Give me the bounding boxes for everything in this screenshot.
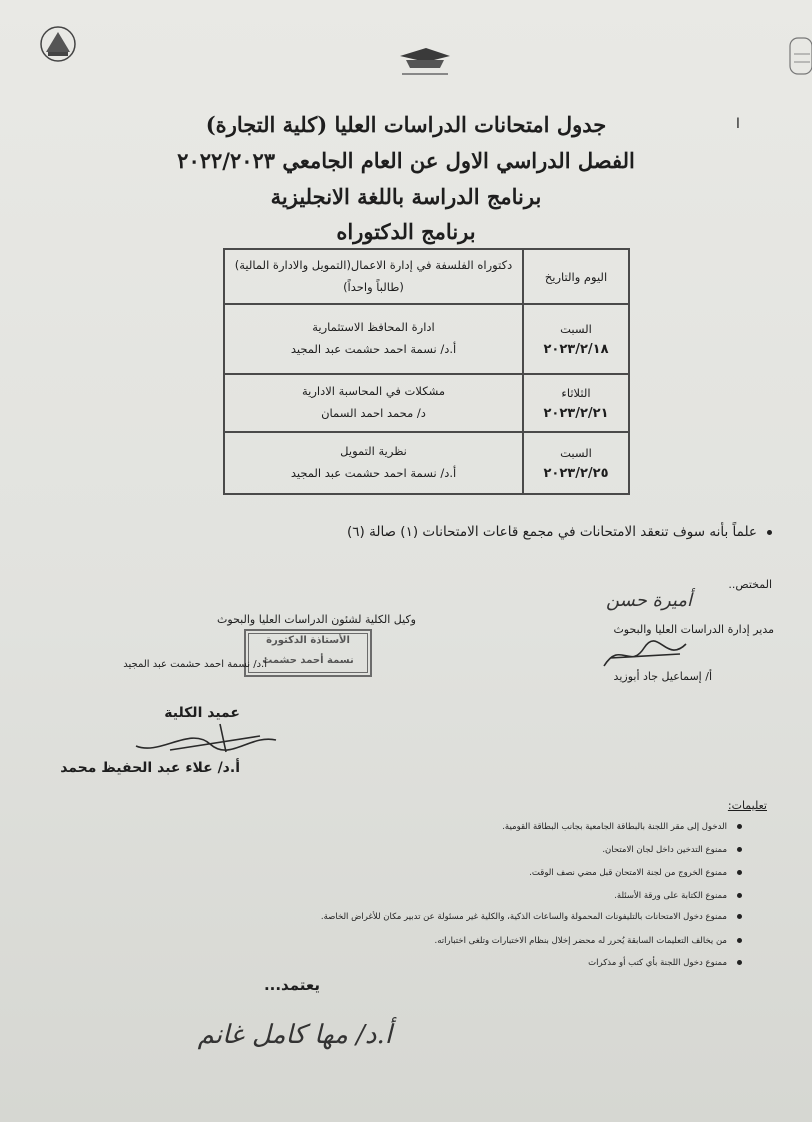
instructions-heading: تعليمات: — [727, 799, 767, 812]
lecturer-name: أ.د/ نسمة احمد حشمت عبد المجيد — [290, 342, 457, 356]
day-name: السبت — [560, 321, 592, 336]
bullet-icon — [737, 960, 742, 965]
exam-date: ٢٠٢٣/٢/٢١ — [543, 405, 609, 421]
table-header-row — [224, 249, 629, 304]
exam-date: ٢٠٢٣/٢/١٨ — [543, 341, 609, 357]
exam-venue-note — [347, 524, 772, 540]
instruction-item — [435, 936, 743, 946]
title-line-2: الفصل الدراسي الاول عن العام الجامعي ٢٠٢٢/٢٠٢٣ — [177, 148, 635, 173]
instruction-text: ممنوع التدخين داخل لجان الامتحان. — [602, 845, 727, 855]
header-program-cell — [224, 249, 523, 304]
subject-name: نظرية التمويل — [340, 444, 407, 459]
bullet-icon — [737, 824, 742, 829]
margin-mark: ا — [736, 116, 740, 132]
instruction-text: من يخالف التعليمات السابقة يُحرر له محضر إخلال بنظام الاختبارات وتلغى اختباراته. — [434, 936, 727, 946]
subject-cell — [224, 374, 523, 432]
day-date-cell — [523, 304, 629, 374]
dean-name: أ.د/ علاء عبد الحفيظ محمد — [60, 760, 240, 776]
approval-signature: أ.د/ مها كامل غانم — [197, 1020, 392, 1050]
exam-date: ٢٠٢٣/٢/٢٥ — [543, 465, 609, 481]
instruction-text: ممنوع الخروج من لجنة الامتحان قبل مضي نصف الوقت. — [529, 868, 727, 878]
bullet-icon — [737, 938, 742, 943]
title-line-4: برنامج الدكتوراه — [336, 219, 476, 244]
faculty-logo-icon — [396, 46, 454, 80]
dean-signature-icon — [130, 716, 280, 760]
instruction-item — [502, 822, 742, 832]
director-title: مدير إدارة الدراسات العليا والبحوث — [613, 623, 774, 636]
director-signature-icon — [600, 636, 690, 674]
stamp-line-1: الأستاذة الدكتورة — [266, 635, 350, 646]
subject-cell — [224, 432, 523, 494]
corner-stamp-icon — [788, 36, 812, 76]
instruction-text: الدخول إلى مقر اللجنة بالبطاقة الجامعية بجانب البطاقة القومية. — [502, 822, 727, 832]
instruction-item — [602, 845, 742, 855]
instruction-text: ممنوع الكتابة على ورقة الأسئلة. — [614, 891, 727, 901]
vice-dean-name: أ.د/ نسمة احمد حشمت عبد المجيد — [123, 659, 267, 670]
director-name: أ/ إسماعيل جاد أبوزيد — [613, 670, 712, 683]
dean-title: عميد الكلية — [164, 705, 240, 721]
day-name: الثلاثاء — [561, 385, 591, 400]
university-emblem-icon — [38, 22, 78, 66]
subject-cell — [224, 304, 523, 374]
lecturer-name: د/ محمد احمد السمان — [321, 406, 426, 420]
day-name: السبت — [560, 445, 592, 460]
instruction-text: ممنوع دخول الامتحانات بالتليفونات المحمولة والساعات الذكية، والكلية غير مسئولة عن تدبير مكان للأغراض الخاصة. — [320, 912, 727, 922]
instruction-text: ممنوع دخول اللجنة بأي كتب أو مذكرات — [588, 958, 727, 968]
header-day-date: اليوم والتاريخ — [523, 249, 629, 304]
instruction-item — [588, 958, 742, 968]
responsible-label: المختص.. — [728, 578, 772, 591]
subject-name: ادارة المحافظ الاستثمارية — [312, 320, 435, 335]
header-program: دكتوراه الفلسفة في إدارة الاعمال(التمويل والادارة المالية) — [234, 257, 513, 272]
instruction-item — [614, 891, 742, 901]
bullet-icon — [737, 893, 742, 898]
instruction-item — [321, 912, 742, 922]
table-row — [224, 432, 629, 494]
bullet-icon — [737, 870, 742, 875]
exam-schedule-table — [223, 248, 630, 495]
day-date-cell — [523, 432, 629, 494]
header-note: (طالباً واحداً) — [343, 279, 404, 294]
venue-note-text: علماً بأنه سوف تنعقد الامتحانات في مجمع قاعات الامتحانات (١) صالة (٦) — [346, 524, 757, 540]
table-row — [224, 304, 629, 374]
bullet-icon — [737, 847, 742, 852]
bullet-icon — [737, 914, 742, 919]
lecturer-name: أ.د/ نسمة احمد حشمت عبد المجيد — [290, 466, 457, 480]
stamp-line-2: نسمة أحمد حشمت — [262, 655, 354, 666]
vice-dean-title: وكيل الكلية لشئون الدراسات العليا والبحوث — [217, 613, 416, 626]
title-line-3: برنامج الدراسة باللغة الانجليزية — [270, 184, 542, 209]
bullet-icon — [767, 530, 772, 535]
instruction-item — [529, 868, 742, 878]
table-row — [224, 374, 629, 432]
responsible-signature: أميرة حسن — [605, 590, 692, 611]
subject-name: مشكلات في المحاسبة الادارية — [301, 384, 446, 399]
title-line-1: جدول امتحانات الدراسات العليا (كلية التجارة) — [205, 112, 607, 137]
day-date-cell — [523, 374, 629, 432]
approval-label: يعتمد... — [263, 976, 320, 994]
